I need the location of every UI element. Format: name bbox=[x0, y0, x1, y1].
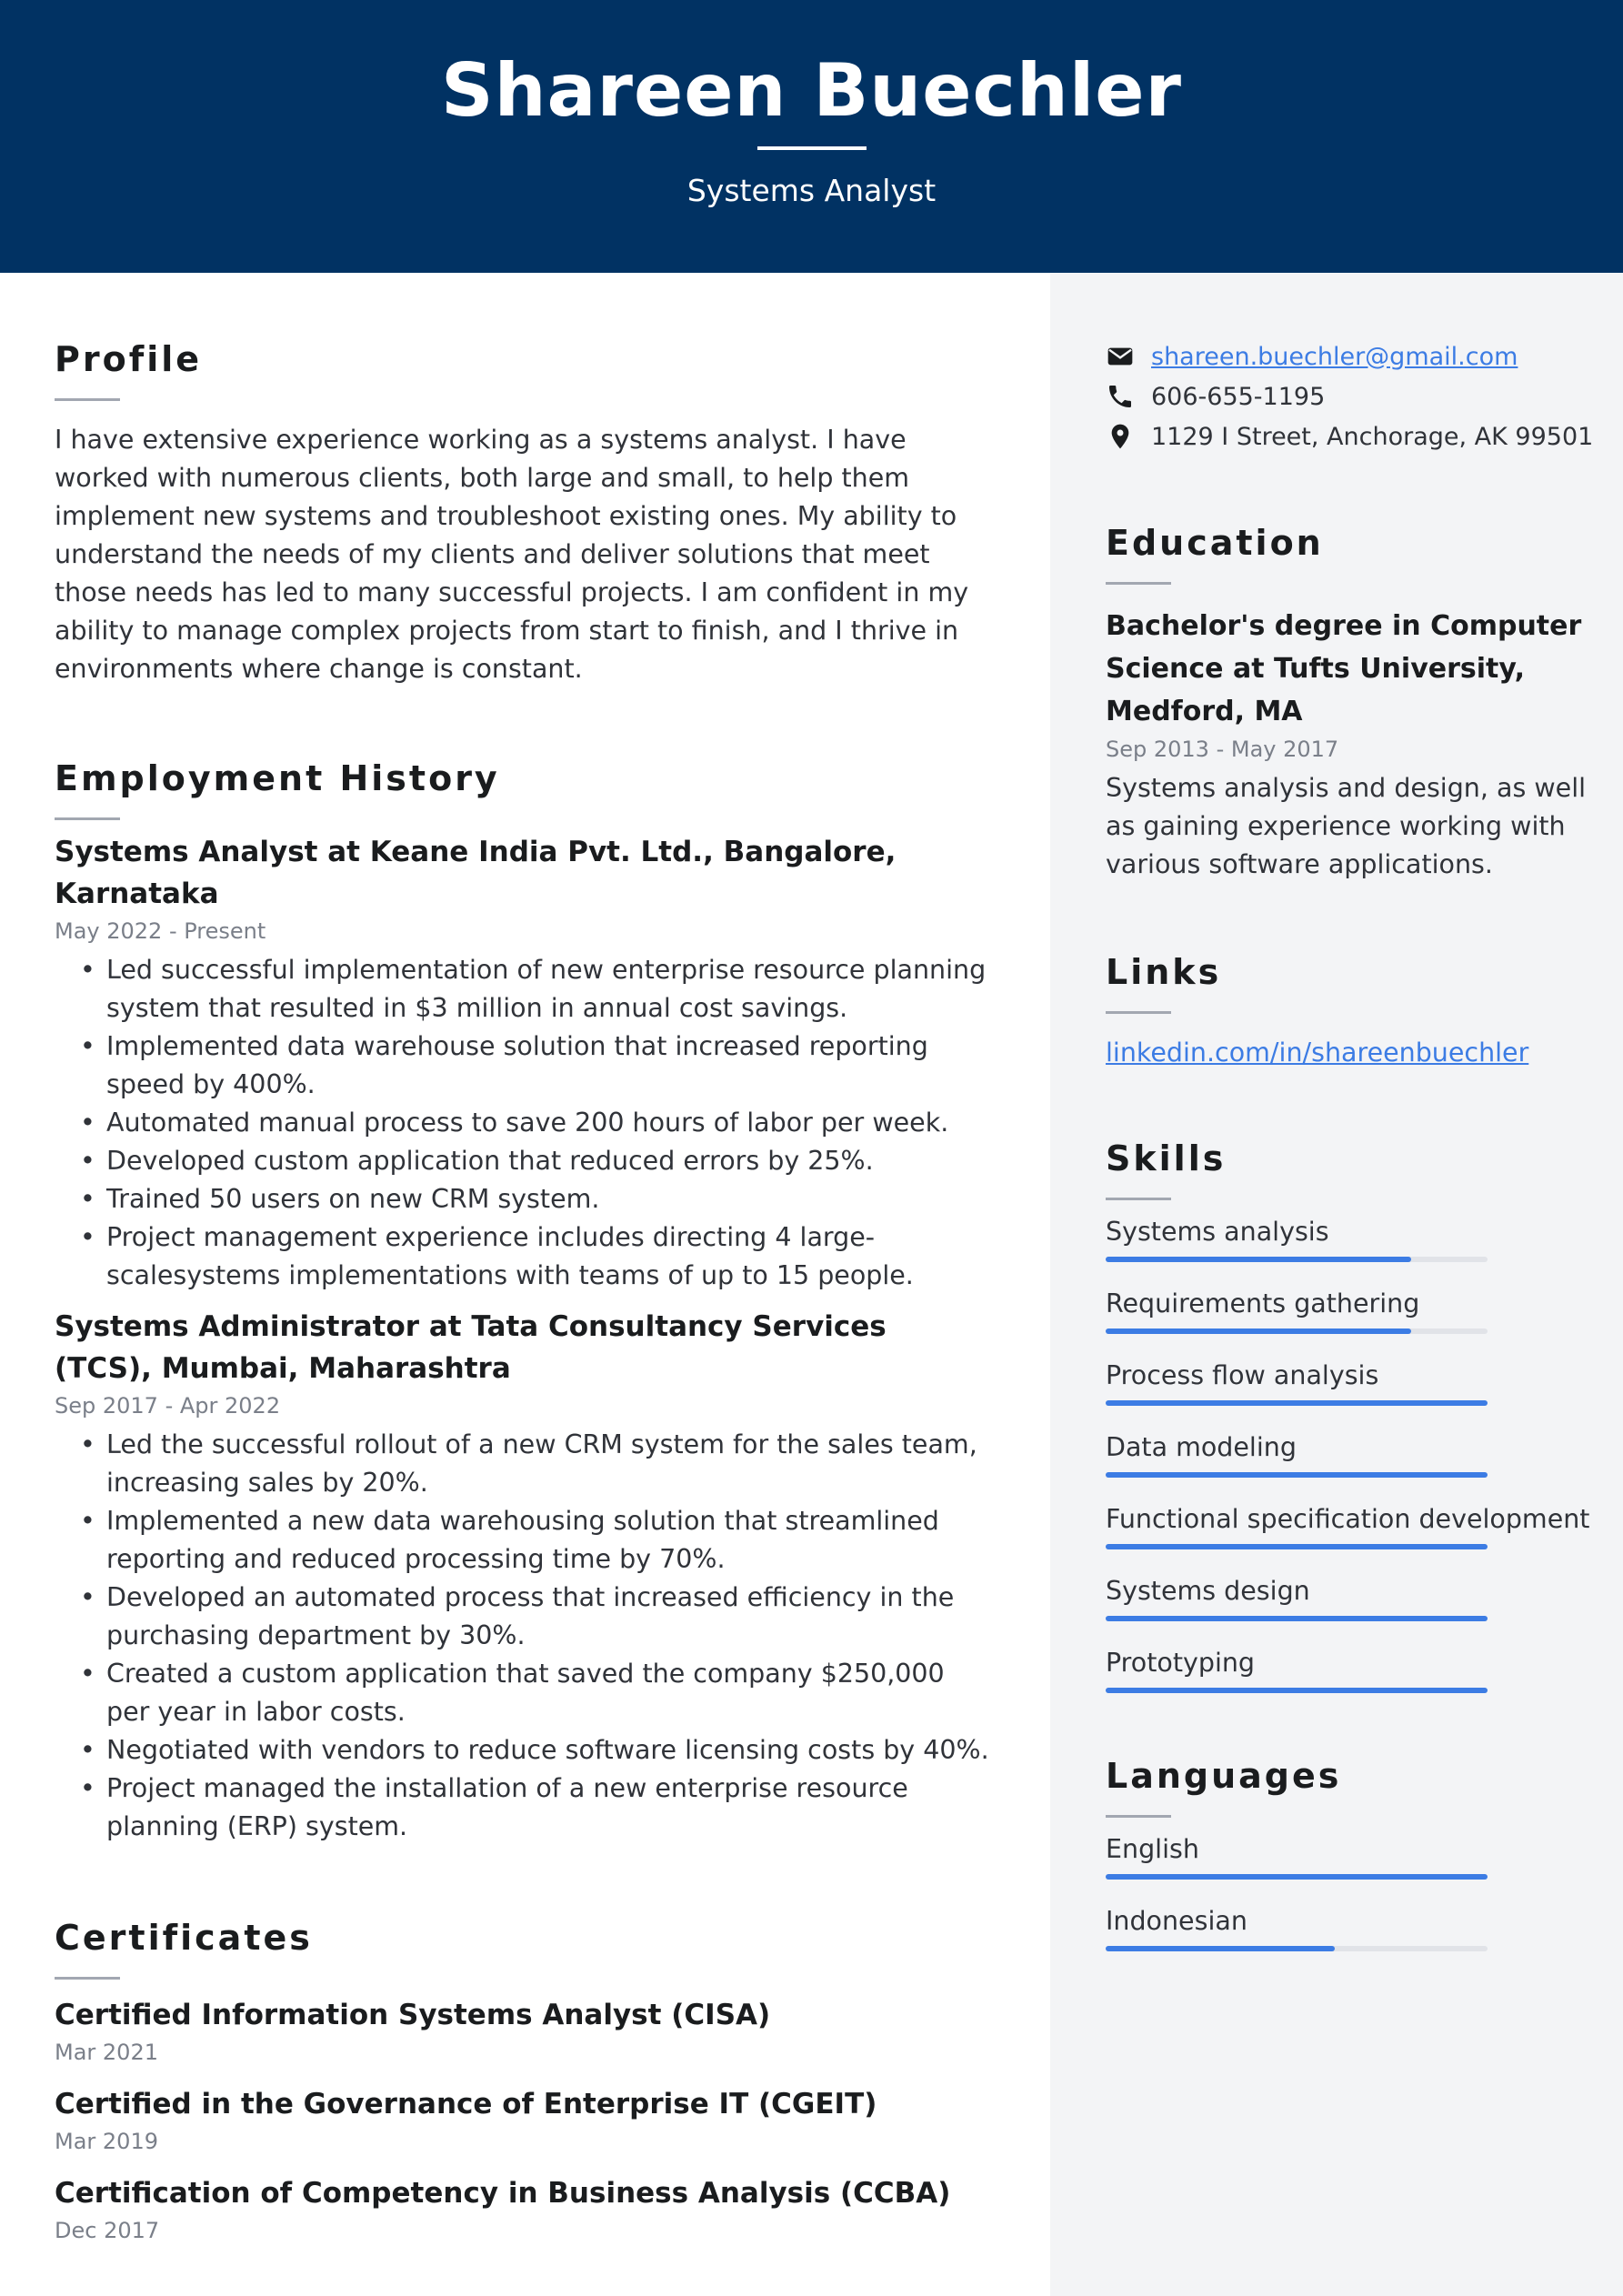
skill-bar-fill bbox=[1106, 1328, 1411, 1334]
contact-section bbox=[1106, 336, 1597, 456]
job-bullets-2 bbox=[55, 1426, 991, 1846]
profile-section bbox=[55, 336, 991, 688]
list-item: • Project management experience includes directing 4 large-scalesystems implementations with teams of up to 15 people. bbox=[55, 1218, 991, 1295]
links-heading: Links bbox=[1106, 952, 1222, 992]
language-item bbox=[1106, 1830, 1597, 1880]
phone-icon bbox=[1106, 382, 1135, 411]
section-divider bbox=[1106, 1198, 1171, 1200]
skill-item bbox=[1106, 1572, 1597, 1621]
email-link[interactable]: shareen.buechler@gmail.com bbox=[1151, 342, 1518, 371]
list-item: • Led successful implementation of new enterprise resource planning system that resulted in $3 million in annual cost savings. bbox=[55, 951, 991, 1028]
skill-bar-track bbox=[1106, 1472, 1488, 1478]
skill-name: Systems analysis bbox=[1106, 1217, 1329, 1247]
skill-item bbox=[1106, 1644, 1597, 1693]
list-item: • Project managed the installation of a new enterprise resource planning (ERP) system. bbox=[55, 1770, 991, 1846]
skill-name: Functional specification development bbox=[1106, 1504, 1590, 1534]
skills-list bbox=[1106, 1213, 1597, 1693]
language-bar-track bbox=[1106, 1946, 1488, 1951]
certificate-title: Certified Information Systems Analyst (CISA) bbox=[55, 1999, 771, 2031]
links-section bbox=[1106, 949, 1597, 1072]
skill-bar-fill bbox=[1106, 1472, 1488, 1478]
skill-bar-fill bbox=[1106, 1257, 1411, 1262]
skill-item bbox=[1106, 1429, 1597, 1478]
skill-item bbox=[1106, 1357, 1597, 1406]
certificates-section bbox=[55, 1915, 991, 2247]
header bbox=[0, 0, 1623, 273]
languages-section bbox=[1106, 1753, 1597, 1951]
list-item: • Developed an automated process that increased efficiency in the purchasing department by 30%. bbox=[55, 1579, 991, 1655]
skill-name: Data modeling bbox=[1106, 1432, 1297, 1462]
skill-name: Process flow analysis bbox=[1106, 1360, 1379, 1390]
job-title-1: Systems Analyst at Keane India Pvt. Ltd., Bangalore, Karnataka bbox=[55, 836, 897, 910]
certificate-item bbox=[55, 2172, 991, 2247]
education-dates: Sep 2013 - May 2017 bbox=[1106, 737, 1339, 762]
contact-address-row bbox=[1106, 416, 1597, 456]
section-divider bbox=[1106, 1011, 1171, 1014]
list-item: • Led the successful rollout of a new CRM system for the sales team, increasing sales by 20%. bbox=[55, 1426, 991, 1502]
contact-email-row bbox=[1106, 336, 1597, 376]
name-divider bbox=[757, 146, 867, 150]
section-divider bbox=[1106, 1815, 1171, 1818]
linkedin-link[interactable]: linkedin.com/in/shareenbuechler bbox=[1106, 1038, 1529, 1068]
envelope-icon bbox=[1106, 342, 1135, 371]
skill-bar-track bbox=[1106, 1400, 1488, 1406]
skill-item bbox=[1106, 1500, 1597, 1549]
certificate-title: Certified in the Governance of Enterprise IT (CGEIT) bbox=[55, 2088, 877, 2121]
list-item: • Implemented a new data warehousing solution that streamlined reporting and reduced processing time by 70%. bbox=[55, 1502, 991, 1579]
skill-bar-fill bbox=[1106, 1688, 1488, 1693]
job-title: Systems Analyst bbox=[686, 173, 937, 208]
sidebar-column bbox=[1106, 336, 1597, 1974]
education-degree: Bachelor's degree in Computer Science at Tufts University, Medford, MA bbox=[1106, 610, 1582, 727]
address-text: 1129 I Street, Anchorage, AK 99501 bbox=[1151, 422, 1594, 451]
language-bar-track bbox=[1106, 1874, 1488, 1880]
skill-bar-fill bbox=[1106, 1400, 1488, 1406]
skill-item bbox=[1106, 1285, 1597, 1334]
list-item: • Trained 50 users on new CRM system. bbox=[55, 1180, 991, 1218]
list-item: • Created a custom application that saved the company $250,000 per year in labor costs. bbox=[55, 1655, 991, 1731]
candidate-name: Shareen Buechler bbox=[440, 48, 1183, 133]
profile-text: I have extensive experience working as a systems analyst. I have worked with numerous clients, both large and small, to help them implement new systems and troubleshoot existing ones. My ability to understand the needs of my clients and deliver solutions that meet those needs has led to many successful projects. I am confident in my ability to manage complex projects from start to finish, and I thrive in environments where change is constant. bbox=[55, 425, 969, 684]
skills-heading: Skills bbox=[1106, 1138, 1227, 1178]
list-item: • Developed custom application that reduced errors by 25%. bbox=[55, 1142, 991, 1180]
skill-name: Requirements gathering bbox=[1106, 1288, 1420, 1318]
certificate-item bbox=[55, 2083, 991, 2158]
language-bar-fill bbox=[1106, 1946, 1335, 1951]
skill-bar-fill bbox=[1106, 1616, 1488, 1621]
skill-name: Systems design bbox=[1106, 1576, 1310, 1606]
education-section bbox=[1106, 520, 1597, 884]
certificate-date: Mar 2021 bbox=[55, 2040, 158, 2065]
skill-bar-track bbox=[1106, 1688, 1488, 1693]
skill-bar-track bbox=[1106, 1616, 1488, 1621]
profile-heading: Profile bbox=[55, 339, 203, 379]
phone-text: 606-655-1195 bbox=[1151, 382, 1326, 411]
job-entry bbox=[55, 831, 991, 1295]
language-item bbox=[1106, 1902, 1597, 1951]
skill-name: Prototyping bbox=[1106, 1648, 1256, 1678]
employment-heading: Employment History bbox=[55, 758, 500, 798]
certificate-date: Dec 2017 bbox=[55, 2218, 160, 2243]
skill-bar-fill bbox=[1106, 1544, 1488, 1549]
language-name: English bbox=[1106, 1834, 1199, 1864]
skill-item bbox=[1106, 1213, 1597, 1262]
job-title-2: Systems Administrator at Tata Consultancy Services (TCS), Mumbai, Maharashtra bbox=[55, 1310, 887, 1385]
employment-section bbox=[55, 756, 991, 1846]
skill-bar-track bbox=[1106, 1257, 1488, 1262]
job-entry bbox=[55, 1306, 991, 1846]
certificates-heading: Certificates bbox=[55, 1918, 313, 1958]
skill-bar-track bbox=[1106, 1328, 1488, 1334]
language-bar-fill bbox=[1106, 1874, 1488, 1880]
section-divider bbox=[1106, 582, 1171, 585]
skills-section bbox=[1106, 1136, 1597, 1693]
languages-heading: Languages bbox=[1106, 1756, 1342, 1796]
skill-bar-track bbox=[1106, 1544, 1488, 1549]
list-item: • Implemented data warehouse solution that increased reporting speed by 400%. bbox=[55, 1028, 991, 1104]
certificate-title: Certification of Competency in Business Analysis (CCBA) bbox=[55, 2177, 951, 2210]
job-dates-1: May 2022 - Present bbox=[55, 918, 266, 944]
education-description: Systems analysis and design, as well as gaining experience working with various software applications. bbox=[1106, 773, 1587, 879]
main-column bbox=[55, 336, 991, 2247]
section-divider bbox=[55, 817, 120, 820]
certificate-date: Mar 2019 bbox=[55, 2129, 158, 2154]
map-pin-icon bbox=[1106, 422, 1135, 451]
list-item: • Automated manual process to save 200 hours of labor per week. bbox=[55, 1104, 991, 1142]
education-heading: Education bbox=[1106, 523, 1324, 563]
job-bullets-1 bbox=[55, 951, 991, 1295]
section-divider bbox=[55, 398, 120, 401]
certificate-item bbox=[55, 1994, 991, 2069]
contact-phone-row bbox=[1106, 376, 1597, 416]
list-item: • Negotiated with vendors to reduce software licensing costs by 40%. bbox=[55, 1731, 991, 1770]
section-divider bbox=[55, 1977, 120, 1980]
job-dates-2: Sep 2017 - Apr 2022 bbox=[55, 1393, 281, 1419]
language-name: Indonesian bbox=[1106, 1906, 1247, 1936]
